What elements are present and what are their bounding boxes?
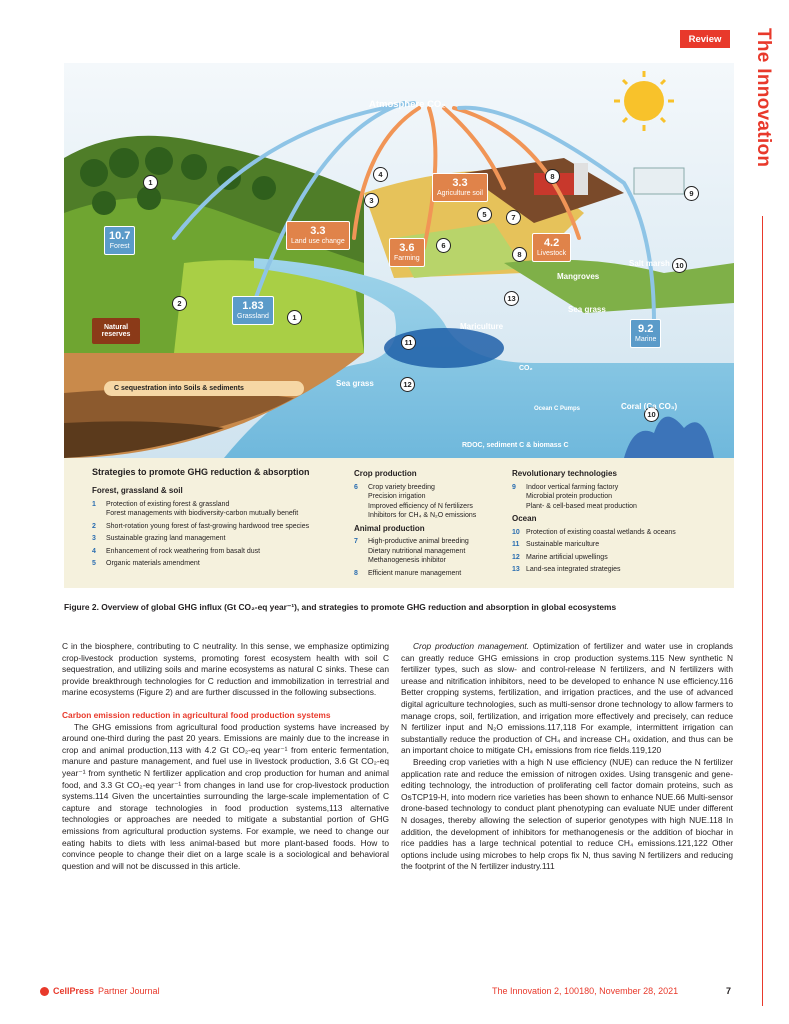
strategy-marker-7: 7 <box>506 210 521 225</box>
body-column-right <box>401 641 733 873</box>
flux-label: Forest <box>109 242 130 250</box>
strategy-marker-8b: 8 <box>512 247 527 262</box>
flux-value: 3.3 <box>310 225 326 237</box>
coral-label: Coral (Ca CO₃) <box>621 402 678 411</box>
legend-item: 11 Sustainable mariculture <box>512 541 600 549</box>
flux-badge-land-use <box>286 221 350 250</box>
salt-marsh-label: Salt marsh <box>629 259 670 268</box>
legend-item: 1 Protection of existing forest & grassland Forest managements with biodiversity-carbon mutually benefit <box>92 500 299 518</box>
paragraph-text: Optimization of fertilizer and water use in croplands can greatly reduce GHG emissions in crop production systems.115 New synthetic N fertilizer types, such as slow- and control-release N fertilizers, and N fertilizers with urease and nitrification inhibitors, need to be developed to enhance N use efficiency.116 Better cropping systems, fertilization, and irrigation practices, and the use of advanced digital agriculture technologies, such as multi-sensor drone technology to allow farmers to manage crops, soil, fertilization, and irrigation more effectively and precisely, can reduce N fertilizer input and N₂O emissions.117,118 For example, intermittent irrigation can substantially reduce the production of CH₄ and increase CH₄ oxidation, and thus can be an important choice to mitigate CH₄ emissions from rice fields.119,120 <box>401 641 733 756</box>
figure-2 <box>64 63 734 588</box>
strategy-marker-2: 2 <box>172 296 187 311</box>
paragraph: Breeding crop varieties with a high N use efficiency (NUE) can reduce the N fertilizer application rate and reduce the emission of nitrogen oxides. Using transgenic and gene-editing technology, the introduction of proliferating cell factor domain proteins, such as OsTCP19-H, into modern rice varieties has been shown to enhance NUE.66 Multi-sensor drone-based technology to conduct plant phenotyping can evaluate NUE under different N dosages, thereby allowing the selection of superior genotypes with high NUE.118 In addition, the development of inhibitors for methanogenesis or the addition of biochar in rice paddies has a large technical potential to reduce CH₄ emissions.121,122 Other options include using microbes to help crops fix N, thus saving N fertilizers and reducing the footprint of the N fertilizer industry.111 <box>401 756 733 872</box>
sea-grass-label-2: Sea grass <box>336 379 374 388</box>
legend-col-forest <box>92 466 347 572</box>
strategy-marker-6: 6 <box>436 238 451 253</box>
legend-head-revolutionary: Revolutionary technologies <box>512 469 617 478</box>
ocean-pumps-label: Ocean C Pumps <box>534 406 581 412</box>
paragraph: C in the biosphere, contributing to C neutrality. In this sense, we emphasize optimizing crop-livestock production systems, promoting forest ecosystem health with soil C sequestration, and utilizing soils and marine ecosystems as natural C sinks. These can provide breakthrough technologies for C reduction and immobilization in terrestrial and marine ecosystems (Figure 2) and are further discussed in the following subsections. <box>62 641 389 698</box>
flux-label: Grassland <box>237 312 269 320</box>
strategy-marker-10: 10 <box>672 258 687 273</box>
legend-item: 10 Protection of existing coastal wetlands & oceans <box>512 528 676 536</box>
legend-col-crop <box>354 466 514 581</box>
publisher-name: CellPress <box>53 986 95 996</box>
paragraph <box>401 641 733 757</box>
flux-badge-marine <box>630 319 661 348</box>
strategy-marker-1: 1 <box>143 175 158 190</box>
rdoc-label: RDOC, sediment C & biomass C <box>462 442 569 449</box>
strategy-marker-5: 5 <box>477 207 492 222</box>
review-tag: Review <box>680 30 730 48</box>
flux-value: 4.2 <box>543 237 560 249</box>
atmosphere-label: Atmosphere CO₂ <box>369 99 446 110</box>
section-heading: Carbon emission reduction in agricultural food production systems <box>62 709 331 720</box>
strategy-marker-9: 9 <box>684 186 699 201</box>
body-column-left <box>62 641 389 872</box>
strategy-marker-3: 3 <box>364 193 379 208</box>
legend-item: 4 Enhancement of rock weathering from basalt dust <box>92 547 261 555</box>
strategy-marker-1b: 1 <box>287 310 302 325</box>
flux-label: Land use change <box>291 237 345 245</box>
legend-item: 5 Organic materials amendment <box>92 560 200 568</box>
strategy-marker-8: 8 <box>545 169 560 184</box>
subsection-lead: Crop production management. <box>413 641 530 651</box>
legend-head-forest: Forest, grassland & soil <box>92 486 183 496</box>
natural-reserves-label: Natural reserves <box>92 318 140 344</box>
legend-item: 13 Land-sea integrated strategies <box>512 566 621 574</box>
strategy-marker-12: 12 <box>400 377 415 392</box>
flux-label: Livestock <box>537 249 567 257</box>
strategy-marker-4: 4 <box>373 167 388 182</box>
paragraph: The GHG emissions from agricultural food production systems have increased by around one-third during the past 20 years. Emissions are mainly due to the increase in crop and animal production,113 with 4.2 Gt CO₂-eq year⁻¹ from enteric fermentation, manure and pasture management, and fuel use in livestock production, 3.6 Gt CO₂-eq year⁻¹ from synthetic N fertilizer application and crop production for human and animal food, and 3.3 Gt CO₂-eq year⁻¹ from changes in land use for crop-livestock production systems.114 Given the uncertainties surrounding the large-scale implementation of C capture and storage technologies in food production systems,113 alternative technologies or approaches are needed to mitigate a substantial portion of GHG emissions from agricultural production systems. For example, we need to change our eating habits to diets with less animal-based but more plant-based foods. How to convince people to change their diet on a large scale is a sociological and behavioral question and will not be discussed in this article. <box>62 721 389 871</box>
legend-col-revolutionary <box>512 466 722 578</box>
journal-name: The Innovation <box>753 28 774 168</box>
strategy-marker-13: 13 <box>504 291 519 306</box>
flux-label: Farming <box>394 254 420 262</box>
figure-caption: Figure 2. Overview of global GHG influx (Gt CO₂-eq year⁻¹), and strategies to promote GHG reduction and absorption in global ecosystems <box>64 602 617 612</box>
legend-item: 9 Indoor vertical farming factory Microbial protein production Plant- & cell-based meat production <box>512 483 637 510</box>
flux-badge-livestock <box>532 233 571 262</box>
flux-value: 3.6 <box>399 242 415 254</box>
publisher-logo <box>40 986 160 996</box>
flux-badge-grassland <box>232 296 274 325</box>
mangroves-label: Mangroves <box>557 272 600 281</box>
legend-item: 6 Crop variety breeding Precision irrigation Improved efficiency of N fertilizers Inhibitors for CH₄ & N₂O emissions <box>354 483 477 520</box>
strategy-marker-11: 11 <box>401 335 416 350</box>
flux-label: Marine <box>635 335 657 343</box>
legend-item: 12 Marine artificial upwellings <box>512 553 608 561</box>
legend-head-ocean: Ocean <box>512 514 537 524</box>
page-number: 7 <box>726 986 732 996</box>
partner-journal: Partner Journal <box>98 986 160 996</box>
legend-head-animal: Animal production <box>354 523 425 533</box>
flux-badge-agriculture-soil <box>432 173 488 202</box>
page-footer <box>40 986 740 1000</box>
legend-title: Strategies to promote GHG reduction & absorption <box>92 467 310 477</box>
flux-value: 1.83 <box>242 300 264 312</box>
legend-item: 8 Efficient manure management <box>354 569 462 577</box>
citation: The Innovation 2, 100180, November 28, 2021 <box>492 986 679 996</box>
legend-item: 2 Short-rotation young forest of fast-growing hardwood tree species <box>92 522 310 530</box>
journal-side-title <box>750 20 774 1000</box>
co2-label: CO₂ <box>519 365 533 372</box>
flux-value: 9.2 <box>638 323 654 335</box>
flux-badge-farming <box>389 238 425 267</box>
flux-value: 3.3 <box>452 177 468 189</box>
legend-item: 3 Sustainable grazing land management <box>92 535 226 543</box>
mariculture-label: Mariculture <box>460 322 504 331</box>
flux-value: 10.7 <box>109 230 131 242</box>
cellpress-logo-icon <box>40 987 49 996</box>
legend-item: 7 High-productive animal breeding Dietary nutritional management Methanogenesis inhibitor <box>354 538 469 565</box>
legend-head-crop: Crop production <box>354 469 417 478</box>
flux-badge-forest <box>104 226 135 255</box>
flux-label: Agriculture soil <box>437 189 483 197</box>
side-rule <box>762 216 763 1006</box>
sea-grass-label: Sea grass <box>568 305 606 314</box>
strategy-marker-10b: 10 <box>644 407 659 422</box>
figure-legend <box>64 458 734 588</box>
c-sequestration-label: C sequestration into Soils & sediments <box>104 381 304 396</box>
